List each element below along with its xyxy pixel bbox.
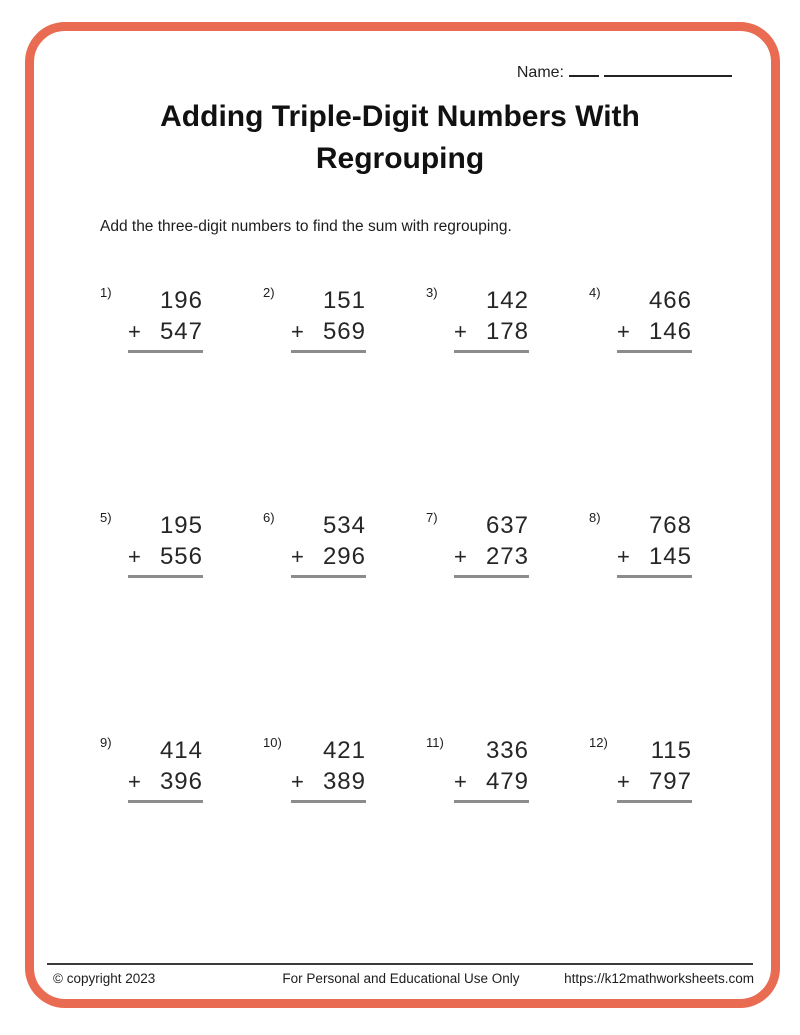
plus-operator: + (128, 769, 141, 794)
addend-bottom-row (291, 316, 366, 347)
answer-line (291, 575, 366, 578)
addend-bottom: 145 (648, 543, 692, 570)
answer-line (128, 575, 203, 578)
addend-bottom-row (128, 316, 203, 347)
addend-bottom-row (617, 766, 692, 797)
addition-problem-11 (426, 735, 529, 810)
addend-top: 534 (322, 512, 366, 539)
problem-work-area (454, 285, 529, 353)
problem-number: 4) (589, 285, 601, 300)
addend-top: 466 (648, 287, 692, 314)
plus-operator: + (617, 544, 630, 569)
addition-problem-2 (263, 285, 366, 360)
addend-bottom: 556 (159, 543, 203, 570)
problem-number: 10) (263, 735, 282, 750)
addend-bottom: 569 (322, 318, 366, 345)
addend-top: 414 (159, 737, 203, 764)
plus-operator: + (454, 544, 467, 569)
problem-work-area (291, 735, 366, 803)
problem-number: 6) (263, 510, 275, 525)
plus-operator: + (454, 319, 467, 344)
addition-problem-5 (100, 510, 203, 585)
addend-top: 421 (322, 737, 366, 764)
page-title (120, 96, 680, 180)
footer-copyright: © copyright 2023 (53, 971, 156, 986)
addend-top: 196 (159, 287, 203, 314)
addition-problem-1 (100, 285, 203, 360)
problem-work-area (128, 510, 203, 578)
footer (48, 971, 754, 989)
addend-bottom-row (291, 766, 366, 797)
addition-problem-10 (263, 735, 366, 810)
addend-top: 115 (650, 737, 692, 764)
problem-work-area (291, 285, 366, 353)
plus-operator: + (128, 544, 141, 569)
name-blank-line (604, 60, 732, 77)
addition-problem-12 (589, 735, 692, 810)
name-field-row (517, 60, 732, 82)
footer-url: https://k12mathworksheets.com (564, 971, 754, 986)
page-title-line1: Adding Triple-Digit Numbers With (160, 100, 640, 133)
addend-bottom-row (128, 541, 203, 572)
footer-divider (47, 963, 753, 965)
footer-usage-text: For Personal and Educational Use Only (282, 971, 520, 986)
problem-number: 5) (100, 510, 112, 525)
addend-bottom: 389 (322, 768, 366, 795)
problem-work-area (291, 510, 366, 578)
addend-bottom: 547 (159, 318, 203, 345)
problem-number: 9) (100, 735, 112, 750)
instruction-text: Add the three-digit numbers to find the sum with regrouping. (100, 218, 512, 235)
plus-operator: + (617, 319, 630, 344)
answer-line (454, 575, 529, 578)
addition-problem-6 (263, 510, 366, 585)
name-label: Name: (516, 64, 564, 81)
addend-bottom-row (291, 541, 366, 572)
addition-problem-8 (589, 510, 692, 585)
problem-number: 11) (426, 735, 444, 750)
answer-line (128, 800, 203, 803)
addend-bottom-row (617, 541, 692, 572)
addend-bottom: 273 (485, 543, 529, 570)
addend-top: 637 (485, 512, 529, 539)
addend-bottom: 479 (485, 768, 529, 795)
problem-number: 8) (589, 510, 601, 525)
plus-operator: + (454, 769, 467, 794)
addend-bottom-row (617, 316, 692, 347)
addition-problem-3 (426, 285, 529, 360)
answer-line (291, 350, 366, 353)
answer-line (291, 800, 366, 803)
problem-number: 1) (100, 285, 112, 300)
addition-problem-4 (589, 285, 692, 360)
addend-bottom: 396 (159, 768, 203, 795)
problem-number: 2) (263, 285, 275, 300)
addend-bottom-row (454, 766, 529, 797)
addend-bottom: 178 (485, 318, 529, 345)
addend-bottom: 146 (648, 318, 692, 345)
problem-work-area (128, 285, 203, 353)
addend-top: 142 (485, 287, 529, 314)
problem-work-area (617, 285, 692, 353)
answer-line (454, 800, 529, 803)
addend-bottom: 296 (322, 543, 366, 570)
addend-bottom-row (454, 541, 529, 572)
addition-problem-9 (100, 735, 203, 810)
addend-bottom: 797 (648, 768, 692, 795)
addend-bottom-row (454, 316, 529, 347)
problem-number: 12) (589, 735, 608, 750)
answer-line (128, 350, 203, 353)
problem-work-area (454, 735, 529, 803)
addend-top: 336 (485, 737, 529, 764)
problem-number: 7) (426, 510, 438, 525)
plus-operator: + (291, 544, 304, 569)
plus-operator: + (291, 319, 304, 344)
name-blank-line (569, 60, 599, 77)
plus-operator: + (291, 769, 304, 794)
answer-line (454, 350, 529, 353)
problems-grid (100, 285, 692, 810)
problem-work-area (617, 510, 692, 578)
problem-work-area (617, 735, 692, 803)
answer-line (617, 800, 692, 803)
addend-top: 151 (322, 287, 366, 314)
plus-operator: + (128, 319, 141, 344)
plus-operator: + (617, 769, 630, 794)
addend-top: 195 (159, 512, 203, 539)
problem-number: 3) (426, 285, 438, 300)
problem-work-area (454, 510, 529, 578)
page-title-line2: Regrouping (315, 142, 485, 175)
addition-problem-7 (426, 510, 529, 585)
problem-work-area (128, 735, 203, 803)
addend-bottom-row (128, 766, 203, 797)
addend-top: 768 (648, 512, 692, 539)
answer-line (617, 350, 692, 353)
answer-line (617, 575, 692, 578)
